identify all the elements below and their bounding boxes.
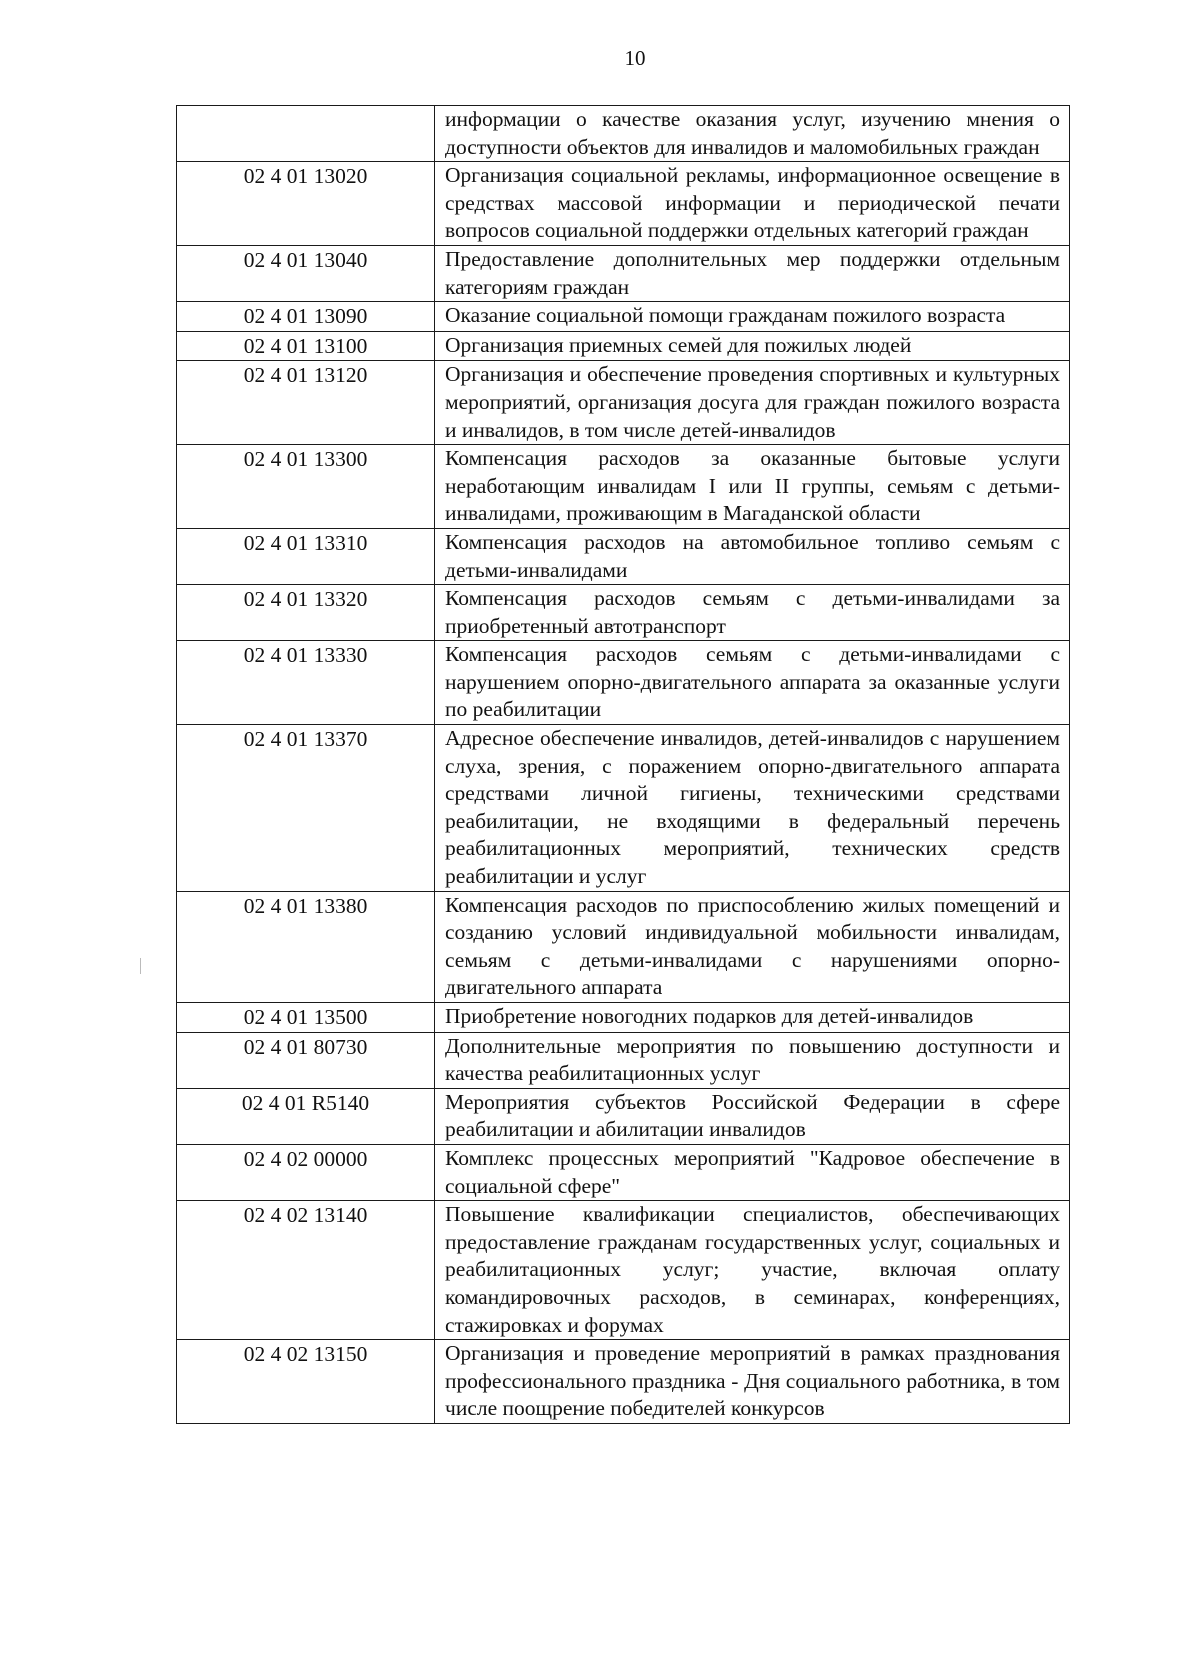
table-row (177, 245, 1070, 301)
description-cell: Организация и обеспечение проведения спортивных и культурных мероприятий, организация досуга для граждан пожилого возраста и инвалидов, в том числе детей-инвалидов (435, 361, 1070, 445)
budget-code-cell: 02 4 01 13310 (177, 528, 435, 584)
description-cell: Предоставление дополнительных мер поддержки отдельным категориям граждан (435, 245, 1070, 301)
budget-code-cell: 02 4 01 13500 (177, 1003, 435, 1033)
budget-code-cell: 02 4 01 13370 (177, 725, 435, 892)
table-row (177, 1032, 1070, 1088)
description-cell: Оказание социальной помощи гражданам пожилого возраста (435, 302, 1070, 332)
table-row (177, 725, 1070, 892)
description-cell: Повышение квалификации специалистов, обеспечивающих предоставление гражданам государственных услуг, социальных и реабилитационных услуг; участие, включая оплату командировочных расходов, в семинарах, конференциях, стажировках и форумах (435, 1201, 1070, 1340)
budget-code-cell: 02 4 01 13330 (177, 641, 435, 725)
budget-code-cell: 02 4 01 13090 (177, 302, 435, 332)
budget-code-cell: 02 4 01 13100 (177, 331, 435, 361)
budget-code-cell: 02 4 01 13020 (177, 162, 435, 246)
description-cell: Компенсация расходов по приспособлению жилых помещений и созданию условий индивидуальной мобильности инвалидам, семьям с детьми-инвалидами с нарушениями опорно-двигательного аппарата (435, 891, 1070, 1002)
description-cell: Комплекс процессных мероприятий "Кадровое обеспечение в социальной сфере" (435, 1144, 1070, 1200)
table-row (177, 331, 1070, 361)
description-cell: информации о качестве оказания услуг, изучению мнения о доступности объектов для инвалидов и маломобильных граждан (435, 106, 1070, 162)
table-row (177, 1088, 1070, 1144)
budget-code-cell (177, 106, 435, 162)
budget-code-cell: 02 4 01 13320 (177, 585, 435, 641)
description-cell: Дополнительные мероприятия по повышению доступности и качества реабилитационных услуг (435, 1032, 1070, 1088)
table-row (177, 1340, 1070, 1424)
budget-code-cell: 02 4 02 00000 (177, 1144, 435, 1200)
description-cell: Мероприятия субъектов Российской Федерации в сфере реабилитации и абилитации инвалидов (435, 1088, 1070, 1144)
table-row (177, 1144, 1070, 1200)
budget-code-cell: 02 4 01 13380 (177, 891, 435, 1002)
table-row (177, 302, 1070, 332)
description-cell: Организация социальной рекламы, информационное освещение в средствах массовой информации и периодической печати вопросов социальной поддержки отдельных категорий граждан (435, 162, 1070, 246)
page-number: 10 (624, 46, 646, 70)
table-row (177, 361, 1070, 445)
budget-code-cell: 02 4 01 13040 (177, 245, 435, 301)
budget-code-cell: 02 4 01 13120 (177, 361, 435, 445)
table-row (177, 641, 1070, 725)
scan-artifact (140, 958, 141, 974)
table-body (177, 106, 1070, 1424)
description-cell: Организация и проведение мероприятий в рамках празднования профессионального праздника - Дня социального работника, в том числе поощрение победителей конкурсов (435, 1340, 1070, 1424)
table-row (177, 1201, 1070, 1340)
description-cell: Компенсация расходов на автомобильное топливо семьям с детьми-инвалидами (435, 528, 1070, 584)
budget-code-cell: 02 4 01 13300 (177, 445, 435, 529)
table-row (177, 162, 1070, 246)
table-row (177, 528, 1070, 584)
budget-code-table (176, 105, 1070, 1424)
table-row (177, 445, 1070, 529)
table-row (177, 106, 1070, 162)
budget-code-cell: 02 4 02 13140 (177, 1201, 435, 1340)
table-row (177, 891, 1070, 1002)
budget-code-cell: 02 4 01 R5140 (177, 1088, 435, 1144)
description-cell: Компенсация расходов за оказанные бытовые услуги неработающим инвалидам I или II группы, семьям с детьми-инвалидами, проживающим в Магаданской области (435, 445, 1070, 529)
table-row (177, 1003, 1070, 1033)
budget-code-cell: 02 4 02 13150 (177, 1340, 435, 1424)
description-cell: Компенсация расходов семьям с детьми-инвалидами с нарушением опорно-двигательного аппарата за оказанные услуги по реабилитации (435, 641, 1070, 725)
description-cell: Адресное обеспечение инвалидов, детей-инвалидов с нарушением слуха, зрения, с поражением опорно-двигательного аппарата средствами личной гигиены, техническими средствами реабилитации, не входящими в федеральный перечень реабилитационных мероприятий, технических средств реабилитации и услуг (435, 725, 1070, 892)
budget-code-cell: 02 4 01 80730 (177, 1032, 435, 1088)
description-cell: Приобретение новогодних подарков для детей-инвалидов (435, 1003, 1070, 1033)
table-row (177, 585, 1070, 641)
description-cell: Организация приемных семей для пожилых людей (435, 331, 1070, 361)
description-cell: Компенсация расходов семьям с детьми-инвалидами за приобретенный автотранспорт (435, 585, 1070, 641)
